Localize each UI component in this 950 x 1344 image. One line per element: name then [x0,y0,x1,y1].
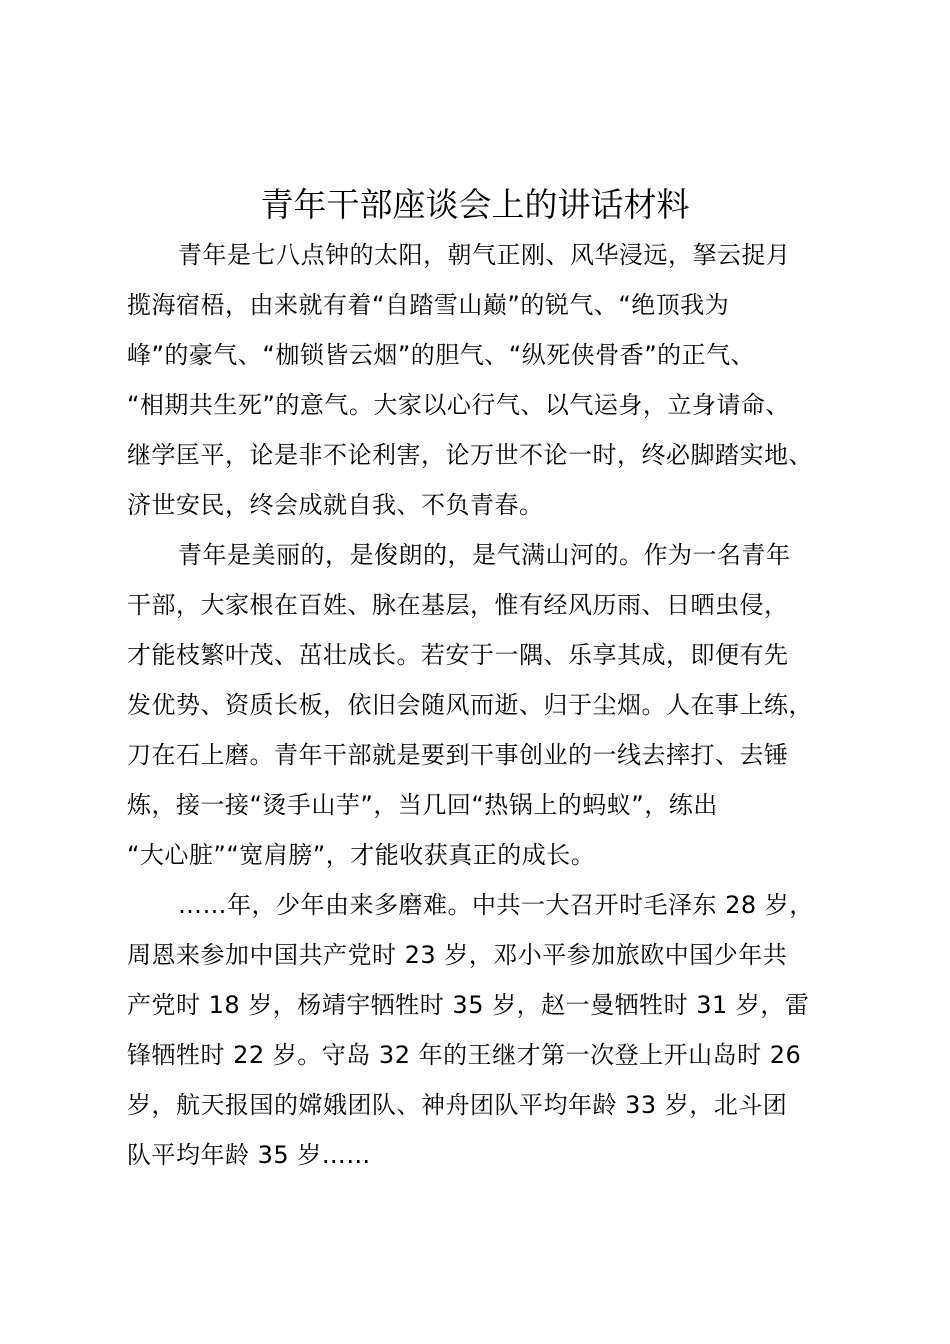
paragraph-1-line-3: 峰”的豪气、“枷锁皆云烟”的胆气、“纵死侠骨香”的正气、 [127,341,756,369]
paragraph-3-line-1: ……年，少年由来多磨难。中共一大召开时毛泽东 28 岁， [178,891,814,919]
document-title: 青年干部座谈会上的讲话材料 [260,185,690,224]
paragraph-2-line-5: 刀在石上磨。青年干部就是要到干事创业的一线去摔打、去锤 [127,741,789,769]
paragraph-1-line-6: 济世安民，终会成就自我、不负青春。 [127,491,544,519]
paragraph-1-line-2: 揽海宿梧，由来就有着“自踏雪山巅”的锐气、“绝顶我为 [127,291,730,319]
paragraph-1-line-5: 继学匡平，论是非不论利害，论万世不论一时，终必脚踏实地、 [127,441,813,469]
paragraph-3-line-3: 产党时 18 岁，杨靖宇牺牲时 35 岁，赵一曼牺牲时 31 岁，雷 [127,991,810,1019]
paragraph-2-line-6: 炼，接一接“烫手山芋”，当几回“热锅上的蚂蚁”，练出 [127,791,718,819]
paragraph-2-line-4: 发优势、资质长板，依旧会随风而逝、归于尘烟。人在事上练， [127,691,813,719]
paragraph-1-line-4: “相期共生死”的意气。大家以心行气、以气运身，立身请命、 [127,391,790,419]
paragraph-2-line-3: 才能枝繁叶茂、茁壮成长。若安于一隅、乐享其成，即便有先 [127,641,789,669]
paragraph-1-line-1: 青年是七八点钟的太阳，朝气正刚、风华浸远，拏云捉月 [178,241,791,269]
paragraph-3-line-2: 周恩来参加中国共产党时 23 岁，邓小平参加旅欧中国少年共 [127,941,788,969]
paragraph-2-line-7: “大心脏”“宽肩膀”，才能收获真正的成长。 [127,841,596,869]
paragraph-2-line-2: 干部，大家根在百姓、脉在基层，惟有经风历雨、日晒虫侵， [127,591,789,619]
paragraph-3-line-5: 岁，航天报国的嫦娥团队、神舟团队平均年龄 33 岁，北斗团 [127,1091,788,1119]
paragraph-2-line-1: 青年是美丽的，是俊朗的，是气满山河的。作为一名青年 [178,541,791,569]
paragraph-3-line-6: 队平均年龄 35 岁…… [127,1141,371,1169]
paragraph-3-line-4: 锋牺牲时 22 岁。守岛 32 年的王继才第一次登上开山岛时 26 [127,1041,802,1069]
